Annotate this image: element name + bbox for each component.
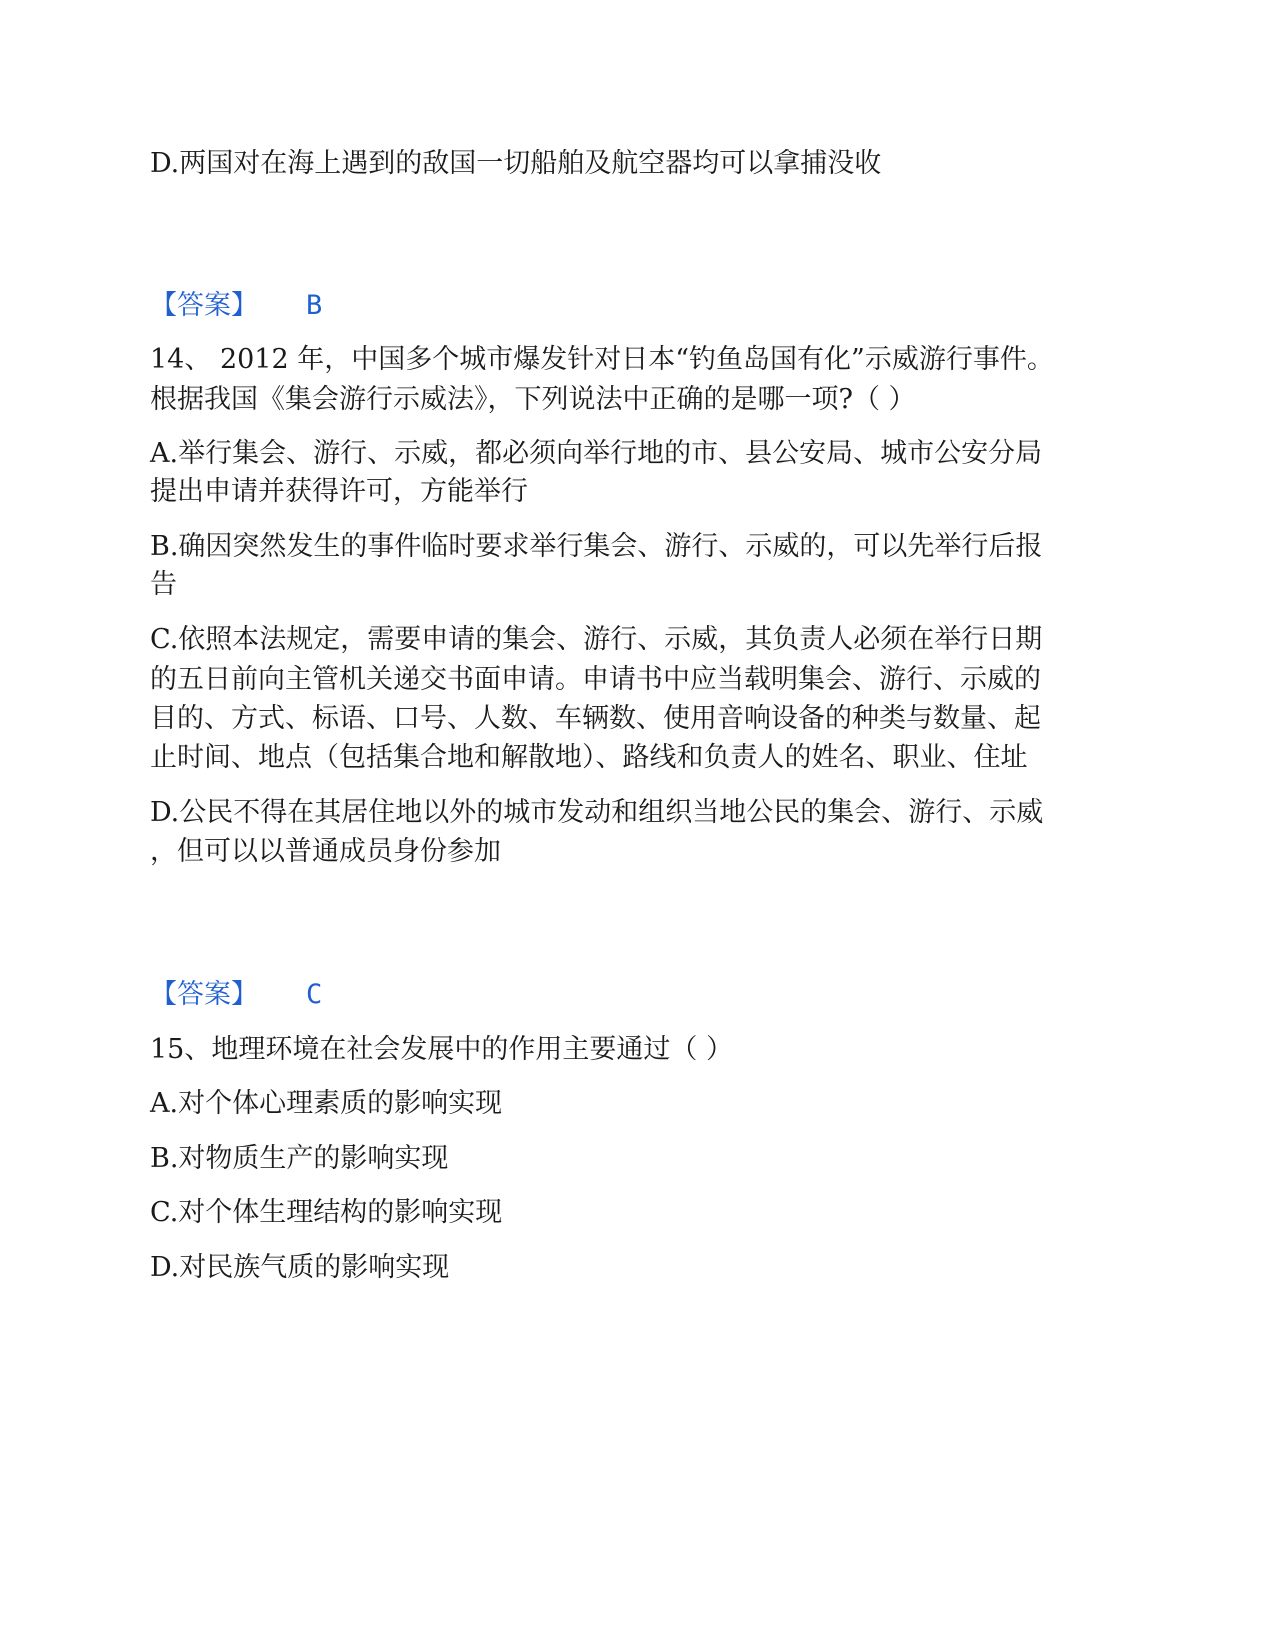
prev-question-option-d: D.两国对在海上遇到的敌国一切船舶及航空器均可以拿捕没收 — [150, 148, 882, 179]
answer-line-14 — [150, 975, 322, 1015]
question-15-option-d: D.对民族气质的影响实现 — [150, 1252, 450, 1283]
question-14-option-a-line-1: A.举行集会、游行、示威，都必须向举行地的市、县公安局、城市公安分局 — [150, 438, 1043, 469]
question-14-option-c-line-3: 目的、方式、标语、口号、人数、车辆数、使用音响设备的种类与数量、起 — [150, 703, 1041, 734]
question-14-stem-line-2: 根据我国《集会游行示威法》，下列说法中正确的是哪一项?（ ） — [150, 384, 916, 415]
question-14-option-c-line-2: 的五日前向主管机关递交书面申请。申请书中应当载明集会、游行、示威的 — [150, 664, 1041, 695]
question-14-option-d-line-2: ，但可以以普通成员身份参加 — [150, 836, 501, 867]
question-14-option-a-line-2: 提出申请并获得许可，方能举行 — [150, 476, 528, 507]
answer-value: B — [306, 290, 323, 321]
question-14-stem-line-1: 14、 2012 年，中国多个城市爆发针对日本“钓鱼岛国有化”示威游行事件。 — [150, 344, 1054, 375]
answer-tag: 【答案】 — [150, 290, 258, 321]
question-15-option-b: B.对物质生产的影响实现 — [150, 1143, 449, 1174]
question-14-option-b-line-2: 告 — [150, 569, 177, 600]
question-15-option-c: C.对个体生理结构的影响实现 — [150, 1197, 503, 1228]
answer-tag: 【答案】 — [150, 979, 258, 1010]
answer-line-13 — [150, 286, 322, 326]
answer-value: C — [306, 979, 323, 1010]
question-14-option-b-line-1: B.确因突然发生的事件临时要求举行集会、游行、示威的，可以先举行后报 — [150, 531, 1043, 562]
question-15-stem: 15、地理环境在社会发展中的作用主要通过（ ） — [150, 1034, 733, 1065]
question-14-option-d-line-1: D.公民不得在其居住地以外的城市发动和组织当地公民的集会、游行、示威 — [150, 797, 1044, 828]
question-14-option-c-line-4: 止时间、地点（包括集合地和解散地）、路线和负责人的姓名、职业、住址 — [150, 742, 1028, 773]
question-15-option-a: A.对个体心理素质的影响实现 — [150, 1088, 503, 1119]
question-14-option-c-line-1: C.依照本法规定，需要申请的集会、游行、示威，其负责人必须在举行日期 — [150, 624, 1043, 655]
